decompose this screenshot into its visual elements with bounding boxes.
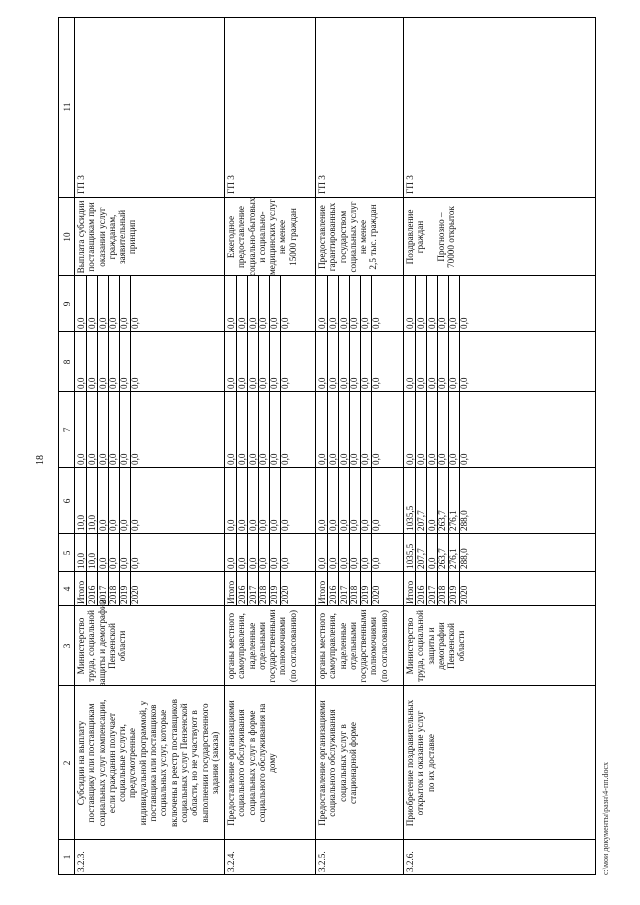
value-cell: 0,0 (258, 377, 269, 389)
row-result: Предоставление гарантированных государством социальных услуг не менее 2,5 тыс. граждан (317, 201, 379, 273)
value-cell: 0,0 (86, 453, 97, 465)
value-cell: 10,0 (76, 514, 86, 531)
value-cell: 0,0 (236, 453, 247, 465)
value-cell: 0,0 (360, 519, 371, 531)
header-divider (74, 18, 75, 874)
value-cell: 0,0 (280, 317, 290, 329)
header-cell: 10 (62, 232, 72, 242)
row-divider (315, 18, 316, 874)
value-cell: 0,0 (349, 317, 360, 329)
year-cell: 2020 (130, 585, 140, 604)
subrow-line (327, 276, 328, 606)
row-name: Предоставление организациями социального обслуживания социальных услуг в стационарной форме (317, 700, 358, 826)
value-cell: 0,0 (280, 557, 290, 569)
row-number: 3.2.6. (405, 851, 415, 872)
value-cell: 0,0 (269, 377, 280, 389)
value-cell: 0,0 (338, 453, 349, 465)
row-code: ГП 3 (317, 175, 327, 194)
value-cell: 0,0 (236, 519, 247, 531)
subrow-line (247, 276, 248, 606)
program-table (58, 17, 596, 875)
subrow-line (437, 276, 438, 606)
value-cell: 0,0 (226, 453, 236, 465)
year-cell: 2018 (258, 585, 269, 604)
subrow-line (415, 276, 416, 606)
value-cell: 0,0 (258, 519, 269, 531)
year-cell: Итого (226, 580, 236, 604)
value-cell: 0,0 (269, 317, 280, 329)
value-cell: 0,0 (108, 453, 119, 465)
page-number: 18 (35, 455, 46, 465)
subrow-line (119, 276, 120, 606)
value-cell: 0,0 (338, 557, 349, 569)
row-code: ГП 3 (405, 175, 415, 194)
file-path-footer: c:\мои документы\разн\4-пп.docx (601, 761, 610, 875)
year-cell: 2019 (448, 585, 459, 604)
value-cell: 0,0 (119, 557, 130, 569)
value-cell: 0,0 (258, 453, 269, 465)
value-cell: 0,0 (76, 377, 86, 389)
value-cell: 0,0 (437, 377, 448, 389)
year-cell: 2016 (415, 585, 426, 604)
value-cell: 0,0 (86, 317, 97, 329)
year-cell: 2019 (360, 585, 371, 604)
value-cell: 0,0 (338, 377, 349, 389)
value-cell: 0,0 (415, 317, 426, 329)
value-cell: 0,0 (130, 557, 140, 569)
header-cell: 9 (62, 301, 72, 307)
value-cell: 0,0 (426, 377, 437, 389)
value-cell: 0,0 (349, 557, 360, 569)
value-cell: 0,0 (349, 453, 360, 465)
subrow-line (459, 276, 460, 606)
subrow-line (236, 276, 237, 606)
year-cell: 2020 (371, 585, 381, 604)
header-cell: 2 (62, 760, 72, 766)
value-cell: 0,0 (269, 519, 280, 531)
header-cell: 11 (62, 102, 72, 112)
value-cell: 10,0 (86, 514, 97, 531)
row-code: ГП 3 (226, 175, 236, 194)
value-cell: 0,0 (426, 557, 437, 569)
value-cell: 0,0 (426, 453, 437, 465)
value-cell: 0,0 (236, 317, 247, 329)
subrow-line (426, 276, 427, 606)
value-cell: 0,0 (119, 317, 130, 329)
value-cell: 0,0 (371, 317, 381, 329)
value-cell: 0,0 (317, 453, 327, 465)
value-cell: 0,0 (97, 377, 108, 389)
value-cell: 0,0 (426, 317, 437, 329)
value-cell: 10,0 (86, 552, 97, 569)
value-cell: 0,0 (459, 317, 469, 329)
value-cell: 0,0 (247, 377, 258, 389)
value-cell: 0,0 (119, 453, 130, 465)
row-number: 3.2.3. (76, 851, 86, 872)
value-cell: 0,0 (349, 377, 360, 389)
row-executor: Министерство труда, социальной защиты и демографии Пензенской области (76, 599, 128, 686)
subrow-line (97, 276, 98, 606)
value-cell: 0,0 (119, 377, 130, 389)
value-cell: 0,0 (130, 519, 140, 531)
year-cell: 2017 (426, 585, 437, 604)
value-cell: 0,0 (108, 557, 119, 569)
value-cell: 0,0 (371, 519, 381, 531)
value-cell: 0,0 (459, 377, 469, 389)
year-cell: 2018 (349, 585, 360, 604)
header-cell: 3 (62, 643, 72, 649)
year-cell: 2019 (269, 585, 280, 604)
subrow-line (258, 276, 259, 606)
value-cell: 0,0 (371, 377, 381, 389)
value-cell: 0,0 (108, 317, 119, 329)
year-cell: 2017 (247, 585, 258, 604)
value-cell: 0,0 (119, 519, 130, 531)
value-cell: 0,0 (317, 317, 327, 329)
header-cell: 4 (62, 586, 72, 592)
value-cell: 0,0 (108, 377, 119, 389)
value-cell: 263,7 (437, 548, 448, 569)
value-cell: 0,0 (338, 519, 349, 531)
value-cell: 1035,5 (405, 543, 415, 569)
value-cell: 0,0 (130, 377, 140, 389)
value-cell: 0,0 (108, 519, 119, 531)
value-cell: 0,0 (415, 377, 426, 389)
value-cell: 0,0 (405, 453, 415, 465)
value-cell: 0,0 (349, 519, 360, 531)
value-cell: 0,0 (269, 557, 280, 569)
year-cell: Итого (317, 580, 327, 604)
value-cell: 0,0 (360, 377, 371, 389)
value-cell: 0,0 (448, 453, 459, 465)
value-cell: 0,0 (371, 453, 381, 465)
value-cell: 0,0 (360, 453, 371, 465)
value-cell: 0,0 (76, 453, 86, 465)
row-divider (403, 18, 404, 874)
subrow-line (448, 276, 449, 606)
value-cell: 207,7 (415, 510, 426, 531)
value-cell: 0,0 (437, 453, 448, 465)
year-cell: 2016 (327, 585, 338, 604)
row-name: Субсидии на выплату поставщику или поставщикам социальных услуг компенсации, если гражданин получает социальные услуги, предусмотренные индивидуальной программой, у поставщика или поставщиков социальных услуг, которые включены в реестр поставщиков социальных услуг Пензенской области, но не участвуют в выполнении государственного задания (заказа) (76, 699, 220, 827)
value-cell: 0,0 (317, 557, 327, 569)
year-cell: 2017 (338, 585, 349, 604)
value-cell: 0,0 (327, 519, 338, 531)
row-name: Приобретение поздравительных открыток и оказание услуг по их доставке (405, 699, 436, 827)
value-cell: 0,0 (405, 377, 415, 389)
row-result: Выплата субсидии поставщикам при оказании услуг гражданам, заявительный принцип (76, 200, 138, 274)
value-cell: 288,0 (459, 548, 469, 569)
value-cell: 0,0 (236, 377, 247, 389)
value-cell: 276,1 (448, 548, 459, 569)
value-cell: 0,0 (426, 519, 437, 531)
value-cell: 0,0 (130, 317, 140, 329)
header-cell: 7 (62, 427, 72, 433)
value-cell: 0,0 (448, 317, 459, 329)
value-cell: 0,0 (448, 377, 459, 389)
header-cell: 8 (62, 359, 72, 365)
value-cell: 0,0 (415, 453, 426, 465)
value-cell: 0,0 (437, 317, 448, 329)
value-cell: 0,0 (327, 377, 338, 389)
value-cell: 0,0 (86, 377, 97, 389)
value-cell: 0,0 (76, 317, 86, 329)
value-cell: 0,0 (226, 377, 236, 389)
value-cell: 0,0 (269, 453, 280, 465)
year-cell: 2019 (119, 585, 130, 604)
value-cell: 207,7 (415, 548, 426, 569)
value-cell: 0,0 (226, 519, 236, 531)
value-cell: 0,0 (280, 519, 290, 531)
value-cell: 0,0 (258, 557, 269, 569)
year-cell: 2018 (437, 585, 448, 604)
value-cell: 0,0 (317, 519, 327, 531)
value-cell: 0,0 (258, 317, 269, 329)
subrow-line (280, 276, 281, 606)
subrow-line (338, 276, 339, 606)
year-cell: 2020 (459, 585, 469, 604)
subrow-line (360, 276, 361, 606)
value-cell: 0,0 (247, 453, 258, 465)
value-cell: 10,0 (76, 552, 86, 569)
value-cell: 0,0 (327, 453, 338, 465)
row-name: Предоставление организациями социального обслуживания социальных услуг в форме социального обслуживания на дому (226, 700, 278, 826)
value-cell: 0,0 (97, 317, 108, 329)
value-cell: 0,0 (360, 557, 371, 569)
value-cell: 1035,5 (405, 505, 415, 531)
value-cell: 0,0 (97, 557, 108, 569)
header-cell: 1 (62, 854, 72, 860)
header-cell: 5 (62, 550, 72, 556)
value-cell: 0,0 (317, 377, 327, 389)
value-cell: 0,0 (338, 317, 349, 329)
subrow-line (108, 276, 109, 606)
row-code: ГП 3 (76, 175, 86, 194)
row-executor: органы местного самоуправления, наделенные отдельными государственными полномочиями (по согласованию) (317, 609, 389, 683)
value-cell: 0,0 (97, 519, 108, 531)
year-cell: Итого (76, 580, 86, 604)
header-cell: 6 (62, 498, 72, 504)
value-cell: 288,0 (459, 510, 469, 531)
value-cell: 0,0 (327, 557, 338, 569)
year-cell: 2018 (108, 585, 119, 604)
value-cell: 0,0 (130, 453, 140, 465)
row-executor: Министерство труда, социальной защиты и демографии Пензенской области (405, 610, 467, 682)
value-cell: 276,1 (448, 510, 459, 531)
value-cell: 0,0 (327, 317, 338, 329)
year-cell: 2017 (97, 585, 108, 604)
row-divider (224, 18, 225, 874)
value-cell: 0,0 (360, 317, 371, 329)
value-cell: 0,0 (226, 557, 236, 569)
value-cell: 0,0 (236, 557, 247, 569)
value-cell: 0,0 (247, 519, 258, 531)
value-cell: 0,0 (226, 317, 236, 329)
value-cell: 263,7 (437, 510, 448, 531)
value-cell: 0,0 (405, 317, 415, 329)
value-cell: 0,0 (247, 317, 258, 329)
subrow-line (269, 276, 270, 606)
value-cell: 0,0 (97, 453, 108, 465)
value-cell: 0,0 (280, 453, 290, 465)
row-result: Поздравление граждан Прогнозно – 70000 открыток (405, 206, 457, 268)
value-cell: 0,0 (280, 377, 290, 389)
year-cell: 2020 (280, 585, 290, 604)
subrow-line (371, 276, 372, 606)
row-result: Ежегодное предоставление социально-бытовых и социально- медицинских услуг не менее 15000 граждан (226, 197, 298, 276)
subrow-line (349, 276, 350, 606)
row-executor: органы местного самоуправления, наделенные отдельными государственными полномочиями (по согласованию) (226, 609, 298, 683)
year-cell: 2016 (86, 585, 97, 604)
value-cell: 0,0 (371, 557, 381, 569)
row-number: 3.2.4. (226, 851, 236, 872)
subrow-line (86, 276, 87, 606)
subrow-line (130, 276, 131, 606)
value-cell: 0,0 (459, 453, 469, 465)
row-number: 3.2.5. (317, 851, 327, 872)
year-cell: Итого (405, 580, 415, 604)
year-cell: 2016 (236, 585, 247, 604)
value-cell: 0,0 (247, 557, 258, 569)
